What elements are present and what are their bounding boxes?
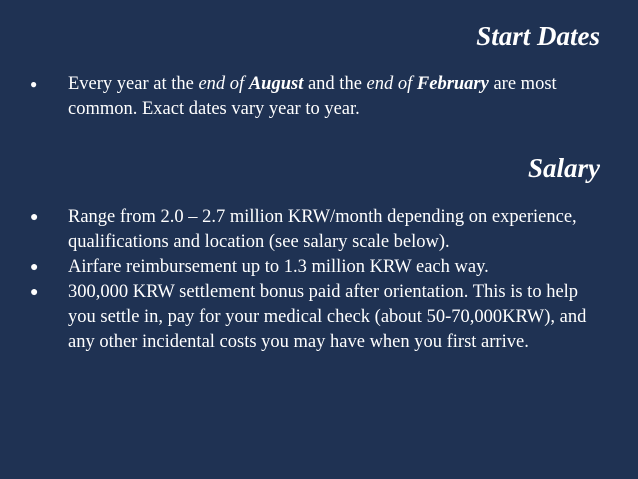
text-strong-emphasis: August — [248, 74, 304, 94]
text-emphasis: end of — [366, 74, 417, 94]
salary-heading: Salary — [527, 153, 600, 183]
start-dates-list — [0, 72, 638, 122]
list-item-text: Range from 2.0 – 2.7 million KRW/month depending on experience, qualifications and location (see salary scale below). — [68, 207, 577, 252]
list-item — [0, 72, 598, 122]
start-dates-heading: Start Dates — [476, 21, 600, 51]
list-item-text: 300,000 KRW settlement bonus paid after orientation. This is to help you settle in, pay for your medical check (about 50-70,000KRW), and any other incidental costs you may have when you first arrive. — [68, 282, 587, 352]
text-strong-emphasis: February — [416, 74, 489, 94]
list-item — [0, 255, 598, 280]
bullet-icon: ● — [30, 285, 39, 300]
text-segment: are most common. Exact dates vary year to year. — [68, 74, 557, 119]
text-emphasis: end of — [198, 74, 249, 94]
bullet-icon: ● — [30, 77, 38, 91]
list-item — [0, 205, 598, 255]
list-item-text: Airfare reimbursement up to 1.3 million KRW each way. — [68, 257, 489, 277]
bullet-icon: ● — [30, 210, 39, 225]
salary-list — [0, 205, 638, 355]
text-segment: Every year at the — [68, 74, 199, 94]
bullet-icon: ● — [30, 260, 39, 275]
list-item — [0, 280, 598, 355]
text-segment: and the — [303, 74, 367, 94]
